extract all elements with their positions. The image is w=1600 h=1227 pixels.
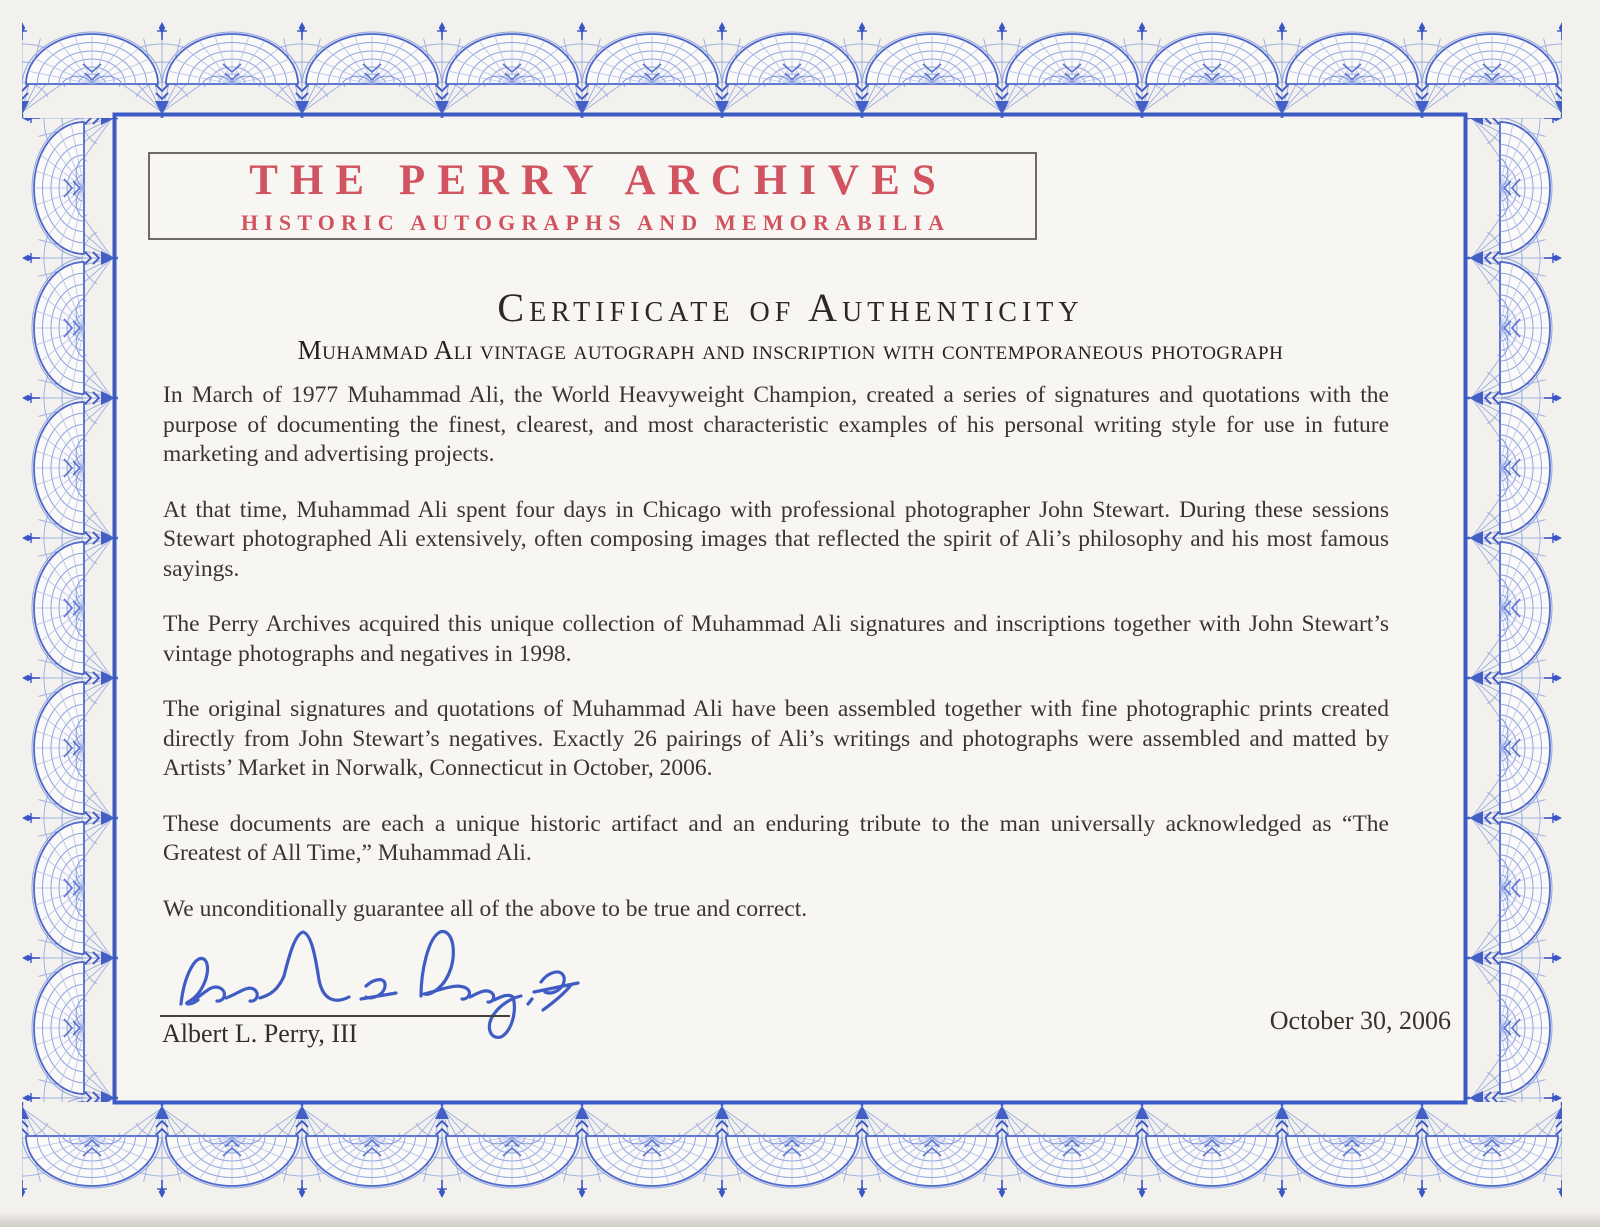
paragraph-2: At that time, Muhammad Ali spent four days in Chicago with professional photographer John Stewart. During these sessions Stewart photographed Ali extensively, often composing images that reflected the spirit of Ali’s philosophy and his most famous sayings. — [163, 496, 1389, 582]
certificate-subtitle: Muhammad Ali vintage autograph and inscription with contemporaneous photograph — [297, 335, 1284, 365]
certificate-content-area — [118, 118, 1463, 1100]
paragraph-3: The Perry Archives acquired this unique collection of Muhammad Ali signatures and inscriptions together with John Stewart’s vintage photographs and negatives in 1998. — [163, 611, 1389, 667]
border-strip-right — [1466, 118, 1562, 1102]
border-strip-top — [22, 22, 1562, 118]
paragraph-5: These documents are each a unique historic artifact and an enduring tribute to the man universally acknowledged as “The Greatest of All Time,” Muhammad Ali. — [163, 810, 1389, 866]
border-strip-bottom — [22, 1102, 1562, 1198]
issuer-tagline: HISTORIC AUTOGRAPHS AND MEMORABILIA — [240, 209, 951, 235]
paragraph-4: The original signatures and quotations of Muhammad Ali have been assembled together with fine photographic prints created directly from John Stewart’s negatives. Exactly 26 pairings of Ali’s writings and photographs were assembled and matted by Artists’ Market in Norwalk, Connecticut in October, 2006. — [163, 696, 1389, 781]
signer-name: Albert L. Perry, III — [162, 1019, 358, 1048]
body-paragraphs — [163, 381, 1389, 950]
signature-line — [160, 1015, 510, 1017]
paper-edge-shadow — [0, 1211, 1600, 1227]
issuer-name: THE PERRY ARCHIVES — [249, 156, 948, 204]
paragraph-6: We unconditionally guarantee all of the above to be true and correct. — [163, 895, 808, 922]
issuer-box — [148, 152, 1037, 240]
certificate-title: Certificate of Authenticity — [497, 285, 1084, 330]
paragraph-1: In March of 1977 Muhammad Ali, the World Heavyweight Champion, created a series of signatures and quotations with the purpose of documenting the finest, clearest, and most characteristic examples of his personal writing style for use in future marketing and advertising projects. — [163, 382, 1389, 467]
border-strip-left — [22, 118, 118, 1102]
certificate-date: October 30, 2006 — [1269, 1006, 1451, 1035]
